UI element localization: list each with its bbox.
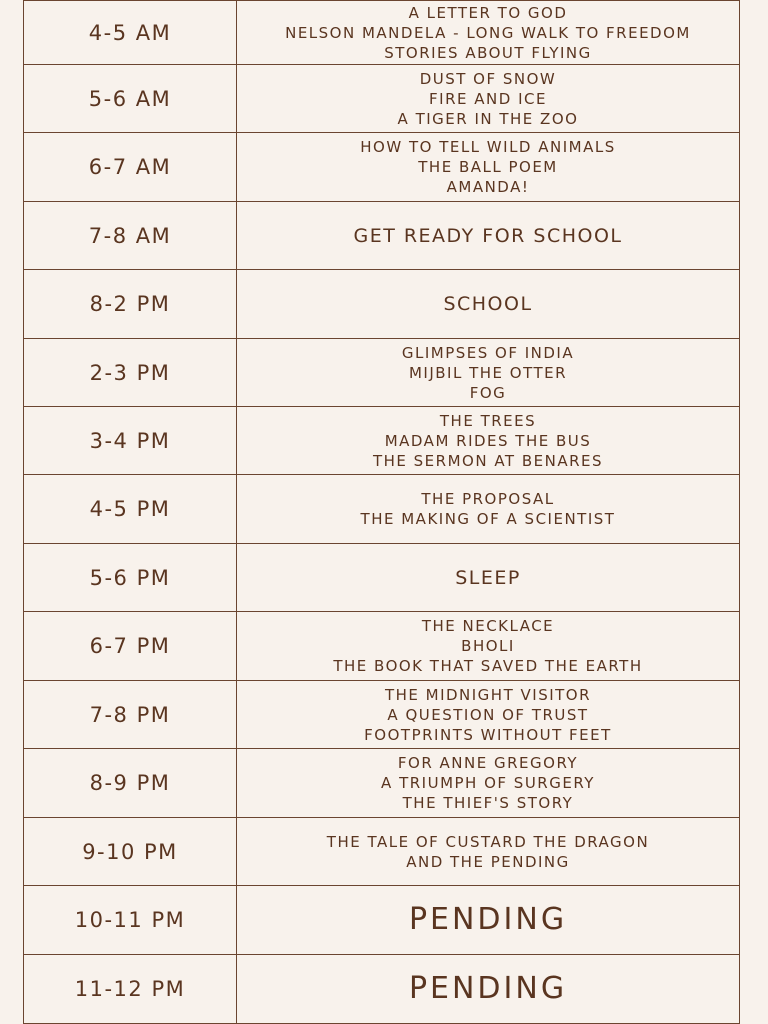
activity-item: A LETTER TO GOD: [408, 3, 568, 22]
activity-item: MADAM RIDES THE BUS: [384, 431, 592, 450]
time-slot: 3-4 PM: [24, 407, 237, 475]
activity-item: THE TREES: [439, 411, 537, 430]
schedule-row: [24, 612, 740, 681]
schedule-row: [24, 133, 740, 202]
activity-item: SLEEP: [455, 566, 521, 589]
schedule-body: [24, 1, 740, 1024]
time-slot: 8-9 PM: [24, 749, 237, 818]
activity-item: A QUESTION OF TRUST: [387, 705, 589, 724]
activity-item: THE TALE OF CUSTARD THE DRAGON: [326, 832, 650, 851]
schedule-row: [24, 65, 740, 133]
activity-cell: [237, 475, 740, 544]
activity-item: FIRE AND ICE: [429, 89, 547, 108]
time-slot: 7-8 AM: [24, 202, 237, 270]
activity-cell: [237, 955, 740, 1024]
activity-cell: [237, 339, 740, 407]
time-slot: 10-11 PM: [24, 886, 237, 955]
time-slot: 5-6 PM: [24, 544, 237, 612]
activity-item: HOW TO TELL WILD ANIMALS: [360, 138, 616, 156]
activity-cell: [237, 544, 740, 612]
activity-cell: [237, 1, 740, 65]
schedule-row: [24, 1, 740, 65]
activity-cell: [237, 407, 740, 475]
time-slot: 4-5 PM: [24, 475, 237, 544]
activity-item: STORIES ABOUT FLYING: [384, 43, 592, 62]
activity-item: THE THIEF'S STORY: [402, 794, 574, 812]
activity-item: GET READY FOR SCHOOL: [353, 224, 623, 247]
activity-item: PENDING: [408, 902, 568, 937]
activity-item: FOOTPRINTS WITHOUT FEET: [364, 725, 612, 744]
time-slot: 8-2 PM: [24, 270, 237, 339]
time-slot: 5-6 AM: [24, 65, 237, 133]
activity-item: NELSON MANDELA - LONG WALK TO FREEDOM: [285, 23, 691, 42]
schedule-row: [24, 270, 740, 339]
activity-cell: [237, 681, 740, 749]
activity-item: THE PROPOSAL: [421, 490, 555, 508]
activity-cell: [237, 886, 740, 955]
time-slot: 7-8 PM: [24, 681, 237, 749]
activity-item: AND THE PENDING: [406, 852, 570, 871]
schedule-row: [24, 475, 740, 544]
activity-cell: [237, 133, 740, 202]
activity-item: THE SERMON AT BENARES: [372, 451, 604, 470]
schedule-row: [24, 681, 740, 749]
time-slot: 9-10 PM: [24, 818, 237, 886]
schedule-row: [24, 544, 740, 612]
activity-cell: [237, 202, 740, 270]
activity-item: THE BOOK THAT SAVED THE EARTH: [333, 657, 643, 675]
schedule-row: [24, 818, 740, 886]
activity-cell: [237, 818, 740, 886]
activity-item: THE BALL POEM: [418, 158, 558, 176]
activity-item: GLIMPSES OF INDIA: [401, 343, 575, 362]
time-slot: 11-12 PM: [24, 955, 237, 1024]
activity-cell: [237, 749, 740, 818]
schedule-row: [24, 749, 740, 818]
activity-item: THE MAKING OF A SCIENTIST: [360, 510, 616, 528]
time-slot: 2-3 PM: [24, 339, 237, 407]
activity-item: DUST OF SNOW: [419, 69, 557, 88]
schedule-table: [23, 0, 740, 1024]
activity-item: FOG: [469, 383, 507, 402]
activity-cell: [237, 65, 740, 133]
activity-item: SCHOOL: [443, 293, 533, 315]
schedule-row: [24, 955, 740, 1024]
activity-item: THE NECKLACE: [421, 617, 555, 635]
time-slot: 4-5 AM: [24, 1, 237, 65]
schedule-row: [24, 886, 740, 955]
activity-item: AMANDA!: [446, 178, 530, 196]
activity-cell: [237, 612, 740, 681]
activity-item: MIJBIL THE OTTER: [408, 363, 568, 382]
time-slot: 6-7 PM: [24, 612, 237, 681]
activity-item: BHOLI: [461, 637, 515, 655]
activity-item: A TRIUMPH OF SURGERY: [381, 774, 595, 792]
activity-item: THE MIDNIGHT VISITOR: [384, 685, 592, 704]
schedule-row: [24, 202, 740, 270]
schedule-row: [24, 407, 740, 475]
activity-item: A TIGER IN THE ZOO: [397, 109, 579, 128]
activity-cell: [237, 270, 740, 339]
activity-item: FOR ANNE GREGORY: [397, 754, 579, 772]
time-slot: 6-7 AM: [24, 133, 237, 202]
schedule-row: [24, 339, 740, 407]
activity-item: PENDING: [408, 971, 568, 1006]
